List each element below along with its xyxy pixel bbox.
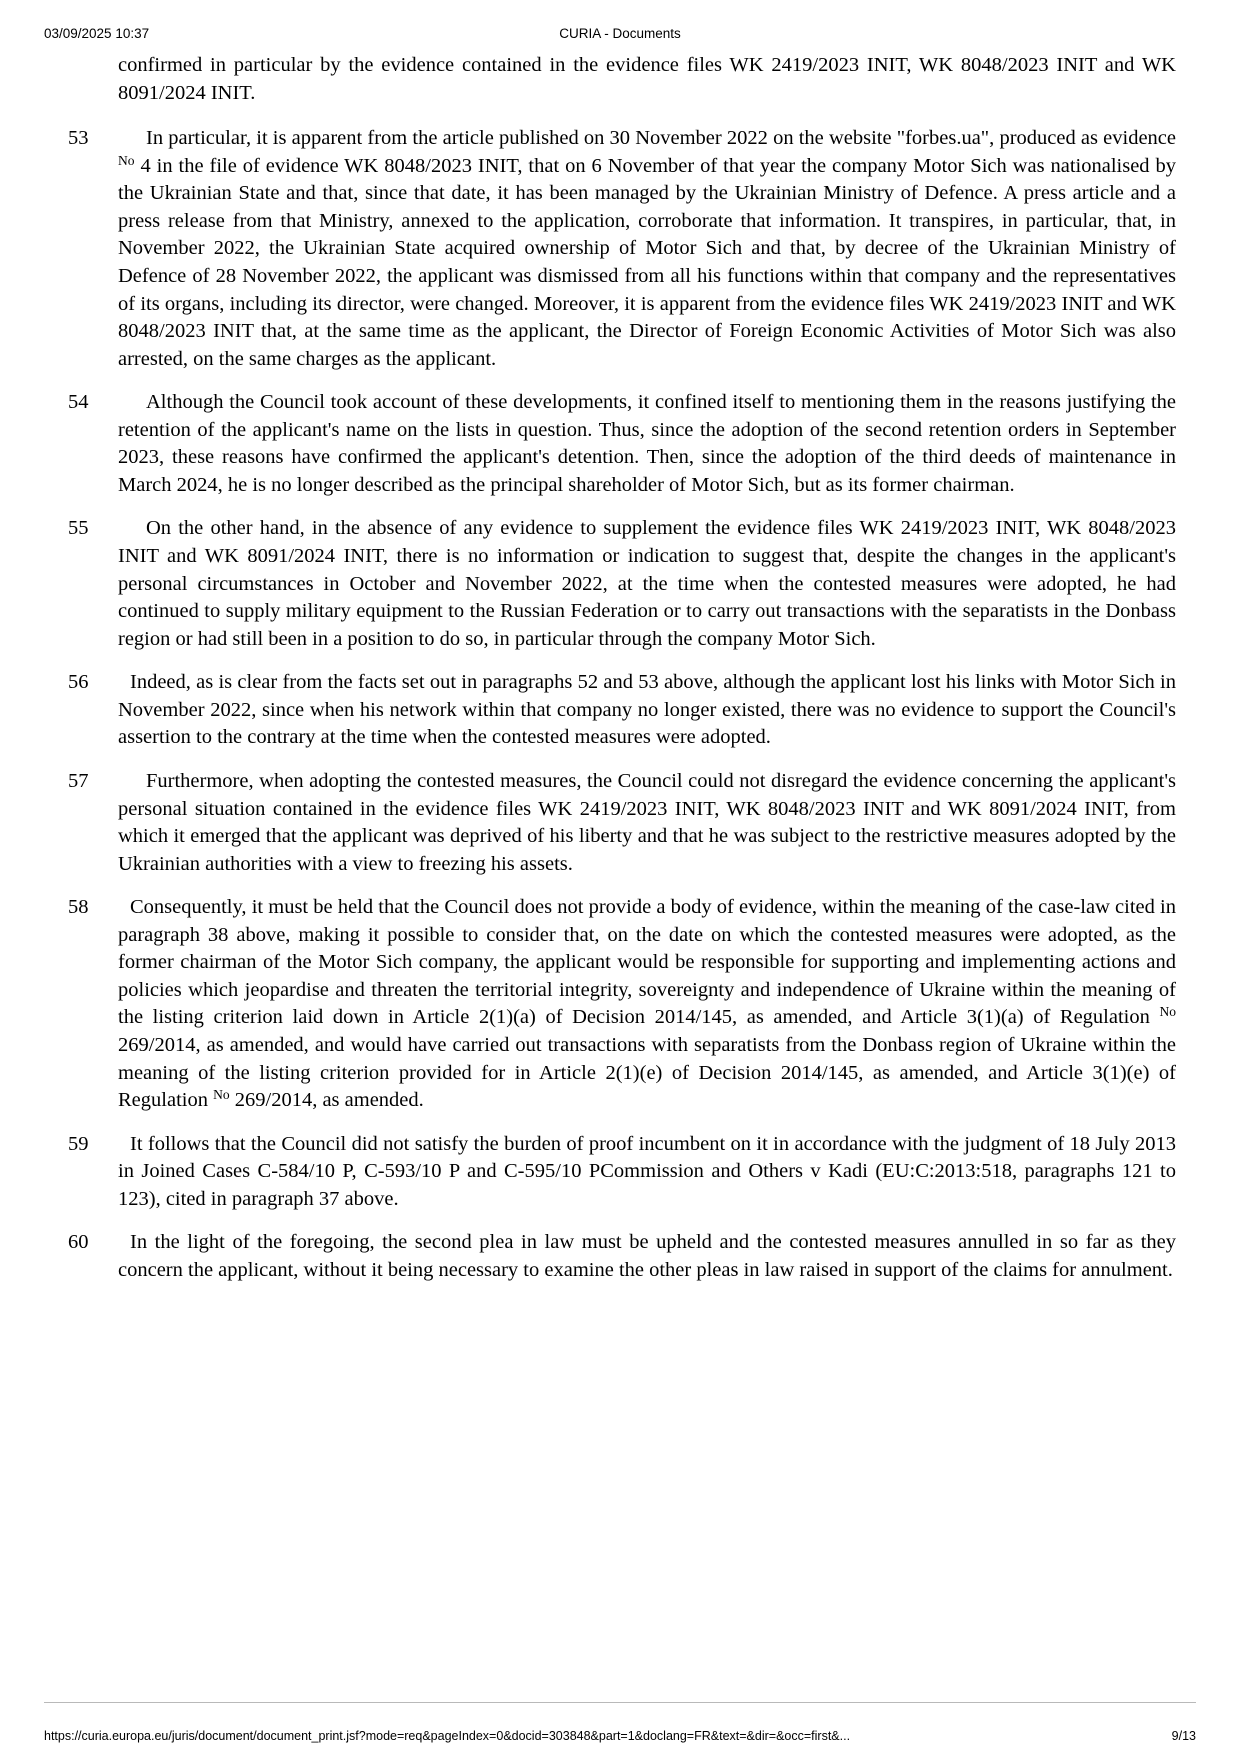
paragraph-text-part3: 269/2014, as amended. <box>229 1089 424 1112</box>
paragraph-number: 55 <box>68 517 89 540</box>
document-body <box>68 52 1176 1301</box>
paragraph-text <box>118 669 1176 752</box>
paragraph-text-part1: Furthermore, when adopting the contested measures, the Council could not disregard the evidence concerning the applicant's personal situation contained in the evidence files WK 2419/2023 INIT, WK 8048/2023 INIT and WK 8091/2024 INIT, from which it emerged that the applicant was deprived of his liberty and that he was subject to the restrictive measures adopted by the Ukrainian authorities with a view to freezing his assets. <box>118 769 1176 875</box>
paragraph-text <box>118 768 1176 878</box>
paragraph-text <box>118 1131 1176 1214</box>
footer-divider <box>44 1702 1196 1703</box>
paragraph-text-part1: In the light of the foregoing, the second plea in law must be upheld and the contested measures annulled in so far as they concern the applicant, without it being necessary to examine the other pleas in law raised in support of the claims for annulment. <box>118 1231 1176 1281</box>
header-datetime: 03/09/2025 10:37 <box>44 26 150 41</box>
paragraph-continuation <box>68 52 1176 107</box>
paragraph-number: 56 <box>68 671 89 694</box>
ordinal-marker: No <box>1159 1004 1176 1020</box>
paragraph-56 <box>68 669 1176 752</box>
paragraph-text-part1: Indeed, as is clear from the facts set out in paragraphs 52 and 53 above, although the applicant lost his links with Motor Sich in November 2022, since when his network within that company no longer existed, there was no evidence to support the Council's assertion to the contrary at the time when the contested measures were adopted. <box>118 671 1176 749</box>
paragraph-60 <box>68 1229 1176 1284</box>
paragraph-53 <box>68 125 1176 373</box>
paragraph-text <box>118 389 1176 499</box>
paragraph-text <box>118 515 1176 653</box>
paragraph-number: 53 <box>68 127 89 150</box>
page-header <box>0 26 1240 44</box>
paragraph-text <box>118 894 1176 1115</box>
paragraph-text <box>118 1229 1176 1284</box>
paragraph-text-part1: On the other hand, in the absence of any evidence to supplement the evidence files WK 2419/2023 INIT, WK 8048/2023 INIT and WK 8091/2024 INIT, there is no information or indication to suggest that, despite the changes in the applicant's personal circumstances in October and November 2022, at the time when the contested measures were adopted, he had continued to supply military equipment to the Russian Federation or to carry out transactions with the separatists in the Donbass region or had still been in a position to do so, in particular through the company Motor Sich. <box>118 517 1176 650</box>
footer-url[interactable]: https://curia.europa.eu/juris/document/document_print.jsf?mode=req&pageIndex=0&docid=303848&part=1&doclang=FR&text=&dir=&occ=first&... <box>44 1729 851 1743</box>
paragraph-text-part1: Although the Council took account of these developments, it confined itself to mentioning them in the reasons justifying the retention of the applicant's name on the lists in question. Thus, since the adoption of the second retention orders in September 2023, these reasons have confirmed the applicant's detention. Then, since the adoption of the third deeds of maintenance in March 2024, he is no longer described as the principal shareholder of Motor Sich, but as its former chairman. <box>118 391 1176 496</box>
paragraph-54 <box>68 389 1176 499</box>
ordinal-marker: No <box>118 152 135 168</box>
paragraph-text: confirmed in particular by the evidence contained in the evidence files WK 2419/2023 INIT, WK 8048/2023 INIT and WK 8091/2024 INIT. <box>118 54 1176 104</box>
paragraph-number: 57 <box>68 769 89 792</box>
paragraph-59 <box>68 1131 1176 1214</box>
paragraph-number: 59 <box>68 1132 89 1155</box>
paragraph-55 <box>68 515 1176 653</box>
paragraph-text <box>118 125 1176 373</box>
paragraph-58 <box>68 894 1176 1115</box>
paragraph-text-part1: In particular, it is apparent from the article published on 30 November 2022 on the website "forbes.ua", produced as evidence <box>146 127 1176 150</box>
paragraph-number: 54 <box>68 391 89 414</box>
paragraph-number: 58 <box>68 896 89 919</box>
paragraph-text-part1: It follows that the Council did not satisfy the burden of proof incumbent on it in accordance with the judgment of 18 July 2013 in Joined Cases C-584/10 P, C-593/10 P and C-595/10 PCommission and Others v Kadi (EU:C:2013:518, paragraphs 121 to 123), cited in paragraph 37 above. <box>118 1132 1176 1210</box>
paragraph-text-part2: 269/2014, as amended, and would have carried out transactions with separatists from the Donbass region of Ukraine within the meaning of the listing criterion provided for in Article 2(1)(e) of Decision 2014/145, as amended, and Article 3(1)(e) of Regulation <box>118 1034 1176 1112</box>
ordinal-marker-2: No <box>213 1087 230 1103</box>
paragraph-number: 60 <box>68 1231 89 1254</box>
header-title: CURIA - Documents <box>559 26 681 41</box>
paragraph-57 <box>68 768 1176 878</box>
paragraph-text-part1: Consequently, it must be held that the Council does not provide a body of evidence, within the meaning of the case-law cited in paragraph 38 above, making it possible to consider that, on the date on which the contested measures were adopted, as the former chairman of the Motor Sich company, the applicant would be responsible for supporting and implementing actions and policies which jeopardise and threaten the territorial integrity, sovereignty and independence of Ukraine within the meaning of the listing criterion laid down in Article 2(1)(a) of Decision 2014/145, as amended, and Article 3(1)(a) of Regulation <box>118 896 1176 1029</box>
paragraph-text-part2: 4 in the file of evidence WK 8048/2023 INIT, that on 6 November of that year the company Motor Sich was nationalised by the Ukrainian State and that, since that date, it has been managed by the Ukrainian Ministry of Defence. A press article and a press release from that Ministry, annexed to the application, corroborate that information. It transpires, in particular, that, in November 2022, the Ukrainian State acquired ownership of Motor Sich and that, by decree of the Ukrainian Ministry of Defence of 28 November 2022, the applicant was dismissed from all his functions within that company and the representatives of its organs, including its director, were changed. Moreover, it is apparent from the evidence files WK 2419/2023 INIT and WK 8048/2023 INIT that, at the same time as the applicant, the Director of Foreign Economic Activities of Motor Sich was also arrested, on the same charges as the applicant. <box>118 154 1176 370</box>
footer-page-number: 9/13 <box>1171 1729 1196 1743</box>
